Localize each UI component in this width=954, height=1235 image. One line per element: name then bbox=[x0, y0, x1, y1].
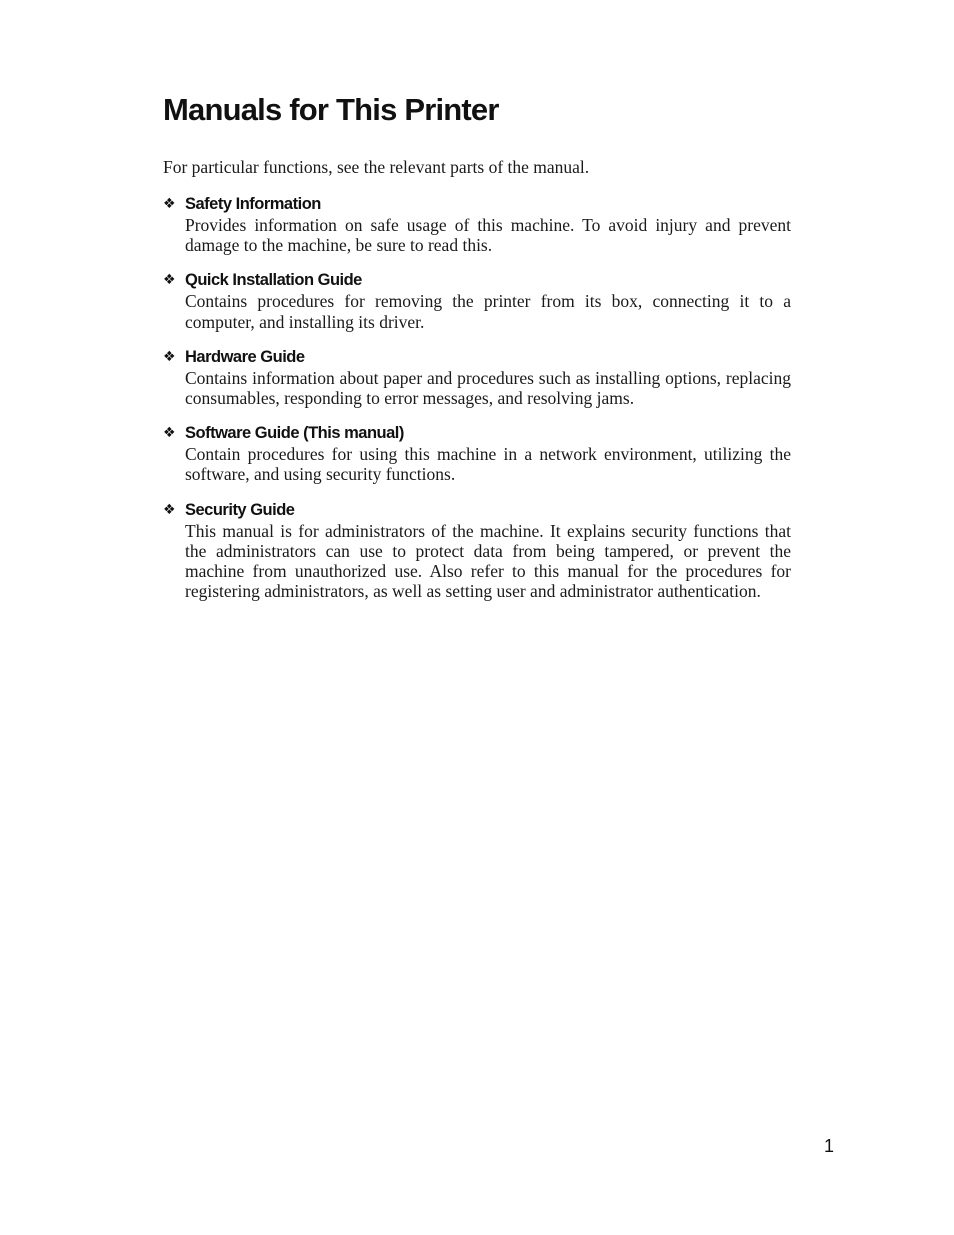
entry-title: Quick Installation Guide bbox=[185, 271, 362, 290]
entry-description: Contains procedures for removing the printer from its box, connecting it to a computer, and installing its driver. bbox=[185, 291, 791, 332]
entry-description: Contains information about paper and procedures such as installing options, replacing consumables, responding to error messages, and resolving jams. bbox=[185, 367, 791, 409]
entry-title: Safety Information bbox=[185, 195, 321, 213]
page-number: 1 bbox=[824, 1136, 835, 1156]
entry-heading bbox=[163, 269, 791, 291]
manual-entry-quick-installation-guide bbox=[163, 269, 791, 331]
entry-heading bbox=[163, 193, 791, 215]
entry-description: Contain procedures for using this machine in a network environment, utilizing the software, and using security functions. bbox=[185, 444, 791, 485]
four-diamond-bullet-icon: ❖ bbox=[163, 501, 176, 518]
entry-heading bbox=[163, 346, 791, 368]
four-diamond-bullet-icon: ❖ bbox=[163, 196, 176, 212]
manual-entry-hardware-guide bbox=[163, 346, 791, 408]
manual-entry-security-guide bbox=[163, 499, 791, 602]
page-title: Manuals for This Printer bbox=[163, 92, 499, 127]
entry-heading bbox=[163, 499, 791, 521]
manual-entry-safety-information bbox=[163, 193, 791, 255]
entry-description: This manual is for administrators of the machine. It explains security functions that the administrators can use to protect data from being tampered, or prevent the machine from unauthorized use. Also refer to this manual for the procedures for registering administrators, as well as setting user and administrator authentication. bbox=[185, 520, 791, 602]
manual-entry-software-guide bbox=[163, 422, 791, 484]
entry-title: Software Guide (This manual) bbox=[185, 424, 404, 443]
entry-heading bbox=[163, 422, 791, 444]
four-diamond-bullet-icon: ❖ bbox=[163, 272, 176, 289]
entry-title: Hardware Guide bbox=[185, 347, 305, 366]
entry-title: Security Guide bbox=[185, 500, 295, 519]
manual-list bbox=[163, 193, 791, 615]
four-diamond-bullet-icon: ❖ bbox=[163, 425, 176, 442]
four-diamond-bullet-icon: ❖ bbox=[163, 348, 176, 365]
intro-text: For particular functions, see the relevant parts of the manual. bbox=[163, 157, 590, 177]
entry-description: Provides information on safe usage of this machine. To avoid injury and prevent damage to the machine, be sure to read this. bbox=[185, 215, 791, 256]
